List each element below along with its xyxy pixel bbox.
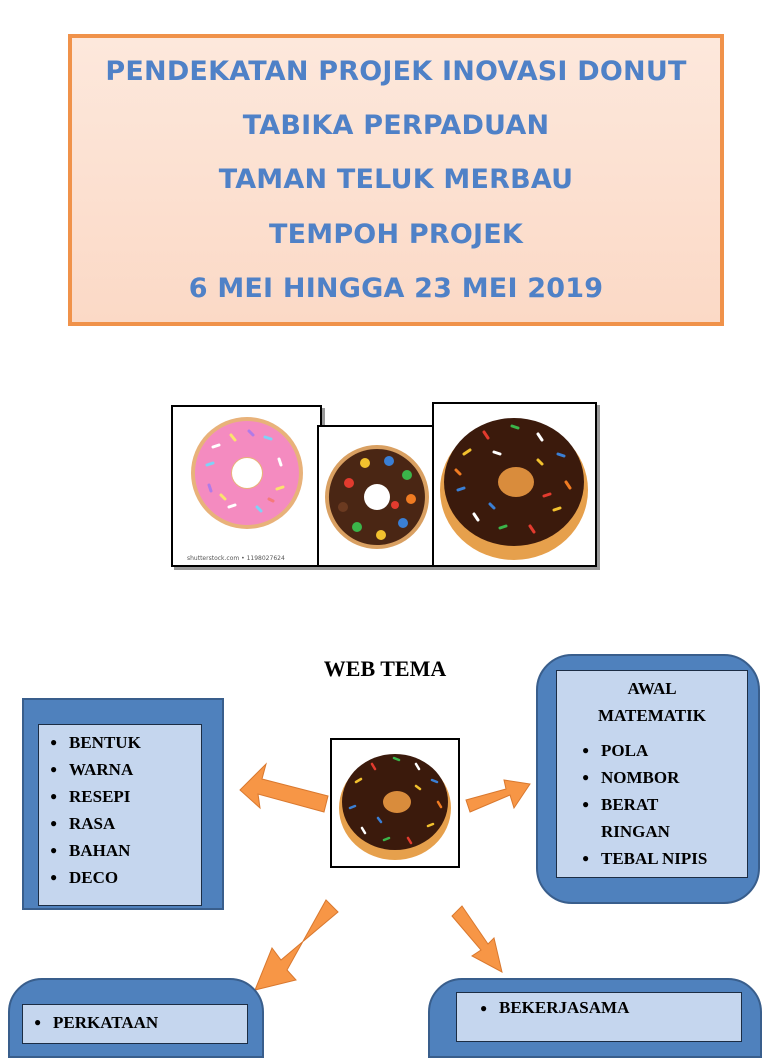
list-item: ● DECO xyxy=(47,864,195,891)
header-school: TABIKA PERPADUAN xyxy=(242,110,550,142)
math-topic-list xyxy=(579,737,741,872)
list-item: ● RASA xyxy=(47,810,195,837)
arrow-bottom-right xyxy=(452,906,502,972)
arrow-right xyxy=(466,780,530,812)
bottom-left-list xyxy=(31,1009,241,1036)
list-item: ● WARNA xyxy=(47,756,195,783)
math-panel-title-line2: MATEMATIK xyxy=(598,706,706,725)
header-period-label: TEMPOH PROJEK xyxy=(268,218,523,250)
math-panel-title-line1: AWAL xyxy=(627,679,677,698)
list-item: ● NOMBOR xyxy=(579,764,741,791)
bottom-left-list-box xyxy=(22,1004,248,1044)
list-item: ● TEBAL NIPIS xyxy=(579,845,741,872)
left-topic-list-box xyxy=(38,724,202,906)
list-item: ● BEKERJASAMA xyxy=(477,995,735,1021)
list-item xyxy=(579,791,741,845)
left-topic-list xyxy=(47,729,195,891)
image-credit: shutterstock.com • 1198027624 xyxy=(187,555,285,562)
list-item-text: BERAT xyxy=(601,795,659,814)
list-item: ● POLA xyxy=(579,737,741,764)
bottom-right-list-box xyxy=(456,992,742,1042)
right-math-list-box xyxy=(556,670,748,878)
arrow-left xyxy=(240,764,328,812)
list-item: ● RESEPI xyxy=(47,783,195,810)
list-item: ● BAHAN xyxy=(47,837,195,864)
header-location: TAMAN TELUK MERBAU xyxy=(218,164,574,196)
web-tema-title: WEB TEMA xyxy=(323,656,447,681)
arrow-bottom-left xyxy=(255,900,338,990)
list-item: ● BENTUK xyxy=(47,729,195,756)
list-item-text-continued: RINGAN xyxy=(601,822,670,841)
bottom-right-list xyxy=(477,995,735,1021)
header-dates: 6 MEI HINGGA 23 MEI 2019 xyxy=(188,273,604,305)
list-item: ● PERKATAAN xyxy=(31,1009,241,1036)
header-title: PENDEKATAN PROJEK INOVASI DONUT xyxy=(105,55,687,87)
